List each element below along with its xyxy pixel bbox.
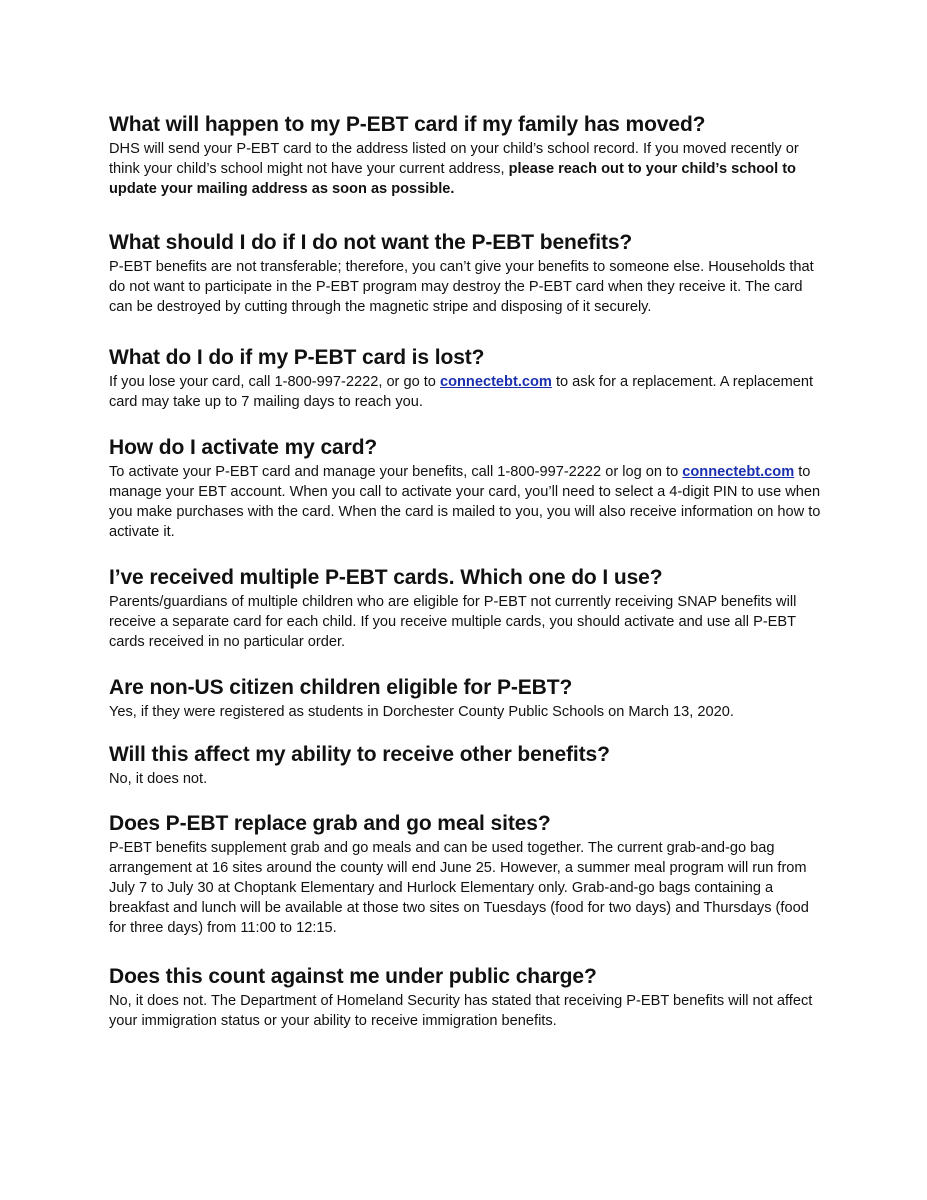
faq-item-moved (109, 112, 821, 199)
faq-answer: Yes, if they were registered as students in Dorchester County Public Schools on March 13, 2020. (109, 704, 734, 720)
faq-answer (109, 462, 821, 542)
faq-question: I’ve received multiple P-EBT cards. Which one do I use? (109, 566, 663, 589)
faq-question: What will happen to my P-EBT card if my family has moved? (109, 113, 706, 136)
connectebt-link[interactable]: connectebt.com (682, 464, 795, 480)
faq-item-other-benefits (109, 742, 821, 789)
faq-question: Does this count against me under public charge? (109, 965, 597, 988)
faq-item-activate-card (109, 435, 821, 542)
connectebt-link[interactable]: connectebt.com (439, 374, 552, 390)
faq-answer: No, it does not. The Department of Homeland Security has stated that receiving P-EBT benefits will not affect your immigration status or your ability to receive immigration benefits. (109, 993, 813, 1029)
faq-item-decline-benefits (109, 230, 821, 317)
faq-item-non-us-citizens (109, 675, 821, 722)
faq-question: What should I do if I do not want the P-EBT benefits? (109, 231, 633, 254)
faq-answer (109, 139, 821, 199)
faq-item-lost-card (109, 345, 821, 412)
faq-item-public-charge (109, 964, 821, 1031)
answer-text: to ask for a replacement. A replacement card may take up to 7 mailing days to reach you. (109, 374, 814, 410)
faq-item-meal-sites (109, 811, 821, 938)
faq-question: Are non-US citizen children eligible for P-EBT? (109, 676, 573, 699)
faq-question: How do I activate my card? (109, 436, 378, 459)
answer-text: to manage your EBT account. When you call to activate your card, you’ll need to select a 4-digit PIN to use when you make purchases with the card. When the card is mailed to you, you will also receive information on how to activate it. (109, 464, 821, 540)
faq-answer: Parents/guardians of multiple children who are eligible for P-EBT not currently receiving SNAP benefits will receive a separate card for each child. If you receive multiple cards, you should activate and use all P-EBT cards received in no particular order. (109, 594, 797, 650)
answer-text: DHS will send your P-EBT card to the address listed on your child’s school record. If you moved recently or think your child’s school might not have your current address, (109, 141, 799, 177)
faq-list (109, 112, 821, 1031)
faq-answer (109, 372, 821, 412)
faq-answer: P-EBT benefits are not transferable; therefore, you can’t give your benefits to someone else. Households that do not want to participate in the P-EBT program may destroy the P-EBT card when they receive it. The card can be destroyed by cutting through the magnetic stripe and disposing of it securely. (109, 259, 814, 315)
faq-answer: P-EBT benefits supplement grab and go meals and can be used together. The current grab-and-go bag arrangement at 16 sites around the county will end June 25. However, a summer meal program will run from July 7 to July 30 at Choptank Elementary and Hurlock Elementary only. Grab-and-go bags containing a breakfast and lunch will be available at those two sites on Tuesdays (food for two days) and Thursdays (food for three days) from 11:00 to 12:15. (109, 840, 809, 936)
faq-question: What do I do if my P-EBT card is lost? (109, 346, 485, 369)
answer-text: To activate your P-EBT card and manage your benefits, call 1-800-997-2222 or log on to (109, 464, 683, 480)
faq-question: Will this affect my ability to receive other benefits? (109, 743, 610, 766)
answer-text: If you lose your card, call 1-800-997-2222, or go to (109, 374, 440, 390)
faq-answer: No, it does not. (109, 771, 208, 787)
faq-question: Does P-EBT replace grab and go meal sites? (109, 812, 551, 835)
answer-bold-text: please reach out to your child’s school to update your mailing address as soon as possible. (109, 161, 796, 197)
faq-item-multiple-cards (109, 565, 821, 652)
